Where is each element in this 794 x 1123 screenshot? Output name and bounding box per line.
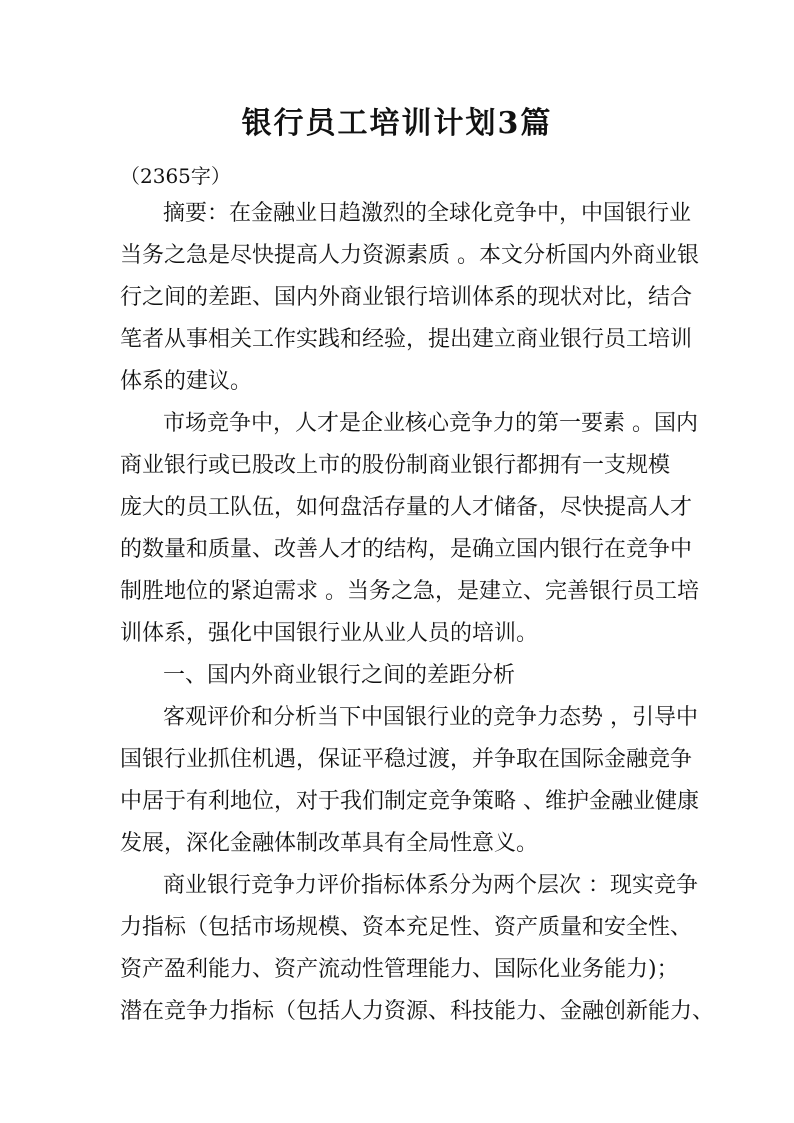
paragraph-line: 力指标（包括市场规模、资本充足性、资产质量和安全性、 — [120, 915, 693, 940]
paragraph-line: 行之间的差距、国内外商业银行培训体系的现状对比，结合 — [120, 285, 693, 310]
paragraph-line: 商业银行竞争力评价指标体系分为两个层次 ：现实竞争 — [163, 873, 698, 898]
section-heading: 一、国内外商业银行之间的差距分析 — [163, 663, 516, 688]
paragraph-line: 制胜地位的紧迫需求 。当务之急，是建立、完善银行员工培 — [120, 579, 699, 604]
paragraph-line: 发展，深化金融体制改革具有全局性意义。 — [120, 831, 539, 856]
paragraph-line: 摘要：在金融业日趋激烈的全球化竞争中，中国银行业 — [163, 201, 692, 226]
paragraph-line: 潜在竞争力指标（包括人力资源、科技能力、金融创新能力、 — [120, 999, 715, 1024]
paragraph-line: 客观评价和分析当下中国银行业的竞争力态势 ，引导中 — [163, 705, 698, 730]
word-count: （2365字） — [120, 164, 231, 188]
paragraph-line: 的数量和质量、改善人才的结构，是确立国内银行在竞争中 — [120, 537, 693, 562]
paragraph-line: 笔者从事相关工作实践和经验，提出建立商业银行员工培训 — [120, 327, 693, 352]
paragraph-line: 商业银行或已股改上市的股份制商业银行都拥有一支规模 — [120, 453, 671, 478]
paragraph-line: 当务之急是尽快提高人力资源素质 。本文分析国内外商业银 — [120, 243, 699, 268]
paragraph-line: 国银行业抓住机遇，保证平稳过渡，并争取在国际金融竞争 — [120, 747, 693, 772]
paragraph-line: 庞大的员工队伍，如何盘活存量的人才储备，尽快提高人才 — [120, 495, 693, 520]
paragraph-line: 训体系，强化中国银行业从业人员的培训。 — [120, 621, 539, 646]
paragraph-line: 资产盈利能力、资产流动性管理能力、国际化业务能力)； — [120, 957, 679, 982]
paragraph-line: 市场竞争中，人才是企业核心竞争力的第一要素 。国内 — [163, 411, 698, 436]
document-title: 银行员工培训计划3篇 — [241, 106, 553, 141]
paragraph-line: 体系的建议。 — [120, 369, 253, 394]
paragraph-line: 中居于有利地位，对于我们制定竞争策略 、维护金融业健康 — [120, 789, 699, 814]
